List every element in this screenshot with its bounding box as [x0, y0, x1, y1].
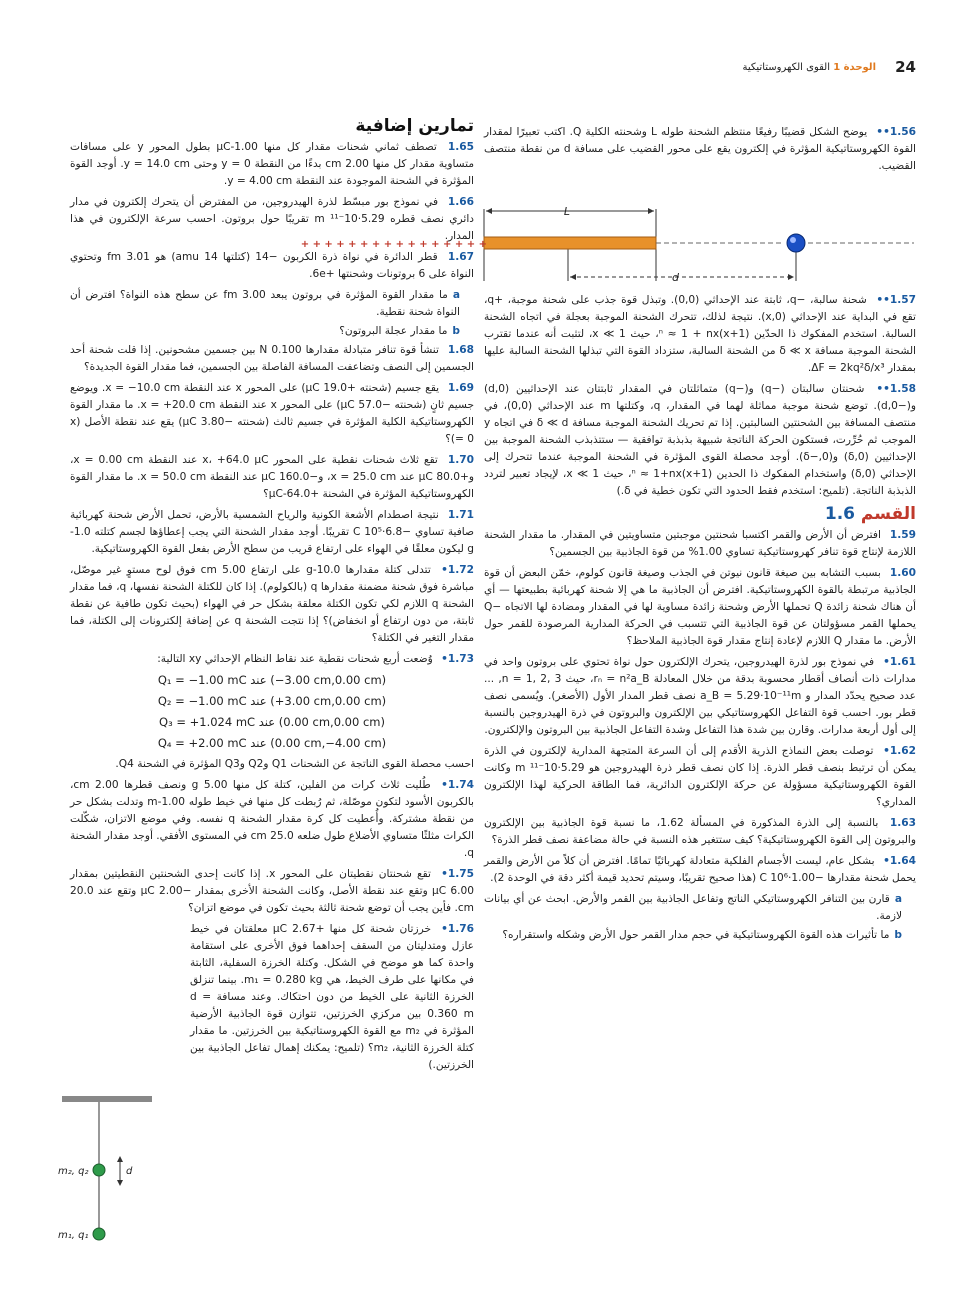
problem-1-63 [484, 815, 916, 849]
problem-1-64-b: bما تأثيرات هذه القوة الكهروستاتيكية في حجم مدار القمر حول الأرض وشكله واستقراره؟ [502, 929, 902, 941]
problem-1-68 [70, 342, 474, 376]
left-column [70, 118, 474, 1078]
problem-number: 1.67 [447, 251, 475, 263]
problem-1-64-a: aقارن بين التنافر الكهروستاتيكي الناتج وتفاعل الجاذبية بين القمر والأرض. ابحث عن أي بيانات لازمة. [484, 893, 902, 922]
problem-number: 1.68 [447, 344, 475, 356]
label-d: d [126, 1166, 133, 1177]
problem-1-60 [484, 565, 916, 650]
problem-text: نتيجة اصطدام الأشعة الكونية والرياح الشمسية بالأرض، تحمل الأرض شحنة كهربائية صافية تساوي −6.8·10⁵ C تقريبًا. أوجد مقدار الشحنة التي يجب إعطاؤها لجسم كتلته 1.0-g ليكون معلقًا في الهواء على ارتفاع قريب من سطح الأرض بفعل القوة الكهروستاتيكية. [70, 509, 475, 555]
bead-m2 [93, 1164, 105, 1176]
problem-number: 1.76• [441, 923, 475, 935]
problem-1-61 [484, 654, 916, 739]
problem-1-67 [70, 249, 474, 283]
problem-text: خرزتان شحنة كل منها +2.67 μC معلقتان في خيط عازل ومتدليتان من السقف إحداهما فوق الأخرى على استقامة واحدة كما هو موضح في الشكل. وكتلة الخرزة السفلية، الثابتة في مكانها على طرف الخيط، هي m₁ = 0.280 kg. بينما تنزلق الخرزة الثانية على الخيط من دون احتكاك. وعند مسافة d = 0.360 m بين مركزي الخرزتين، تتوازن قوة الجاذبية الأرضية المؤثرة في m₂ مع القوة الكهروستاتيكية بين الخرزتين. ما مقدار كتلة الخرزة الثانية، m₂؟ (تلميح: يمكنك إهمال تفاعل الجاذبية بين الخرزتين.) [190, 923, 475, 1071]
problem-1-69 [70, 380, 474, 448]
problem-text: في نموذج بور لذرة الهيدروجين، يتحرك الإلكترون حول نواة تحتوي على بروتون واحد في مدارات ذات أنصاف أقطار محسوبة بدقة من خلال المعادلة rₙ = n²a_B، حيث n = 1, 2, 3, ... عدد صحيح يحدّد المدار و a_B = 5.29·10⁻¹¹m نصف قطر المدار الأول (الأصغر). ويُسمى نصف قطر بور. احسب قوة التفاعل الكهروستاتيكي بين الإلكترون والبروتون في ذرة الهيدروجين بالنسبة إلى أول أربعة مدارات. وقارن بين شدة هذا التفاعل وشدة التفاعل الجاذبية بين البروتون والإلكترون. [484, 656, 916, 736]
problem-text: بسبب التشابه بين صيغة قانون نيوتن في الجذب وصيغة قانون كولوم، خمّن البعض أن قوة الجاذبية مرتبطة بالقوة الكهروستاتيكية. افترض أن الجاذبية ما هي إلا شحنة كهربائية بطبيعتها — أي أن هناك شحنة زائدة Q تحملها الأرض وشحنة زائدة مساوية لها في المقدار ومضادة لها الاتجاه −Q يحملها القمر مسؤولتان عن قوة الجاذبية التي تتسبب في الحركة المدارية المرصودة للقمر حول الأرض. ما مقدار Q اللازم لإعادة إنتاج مقدار قوة الجاذبية الملاحظ؟ [484, 567, 916, 647]
problem-number: 1.59 [889, 529, 916, 541]
unit-name: القوى الكهروستاتيكية [742, 62, 831, 73]
problem-text: افترض أن الأرض والقمر اكتسبا شحنتين موجبتين متساويتين في المقدار. ما مقدار الشحنة اللازمة لإنتاج قوة تنافر كهروستاتيكية تساوي 1.00% من قوة الجاذبية بين الجسمين؟ [484, 529, 916, 558]
label-m2-q2: m₂, q₂ [58, 1166, 89, 1177]
problem-1-74 [70, 777, 474, 862]
problem-1-56 [484, 124, 916, 175]
charge-q3: Q₃ = +1.024 mC عند (0.00 cm,0.00 cm) [159, 715, 385, 729]
problem-1-75 [70, 866, 474, 917]
problem-1-66 [70, 194, 474, 245]
label-L: L [563, 205, 570, 218]
bead-m1 [93, 1228, 105, 1240]
problem-text: بالنسبة إلى الذرة المذكورة في المسألة 1.62، ما نسبة قوة الجاذبية بين الإلكترون والبروتون إلى القوة الكهروستاتيكية؟ كيف ستتغير هذه النسبة في حالة مضاعفة نصف قطر الذرة؟ [484, 817, 916, 846]
problem-number: 1.71 [447, 509, 474, 521]
problem-text: يوضح الشكل قضيبًا رفيعًا منتظم الشحنة طوله L وشحنته الكلية Q. اكتب تعبيرًا لمقدار القوة الكهروستاتيكية المؤثرة في إلكترون يقع على محور القضيب على مسافة d من نقطة منتصف القضيب. [484, 126, 916, 172]
problem-text: شحنة سالبة، −q، ثابتة عند الإحداثي (0,0). وتبذل قوة جذب على شحنة موجبة، +q، تقع في البداية عند الإحداثي (x,0). نتيجة لذلك، تتحرك الشحنة الموجبة بعجلة في اتجاه الشحنة السالبة. استخدم المفكوك ذا الحدّين (1+x)ⁿ ≈ 1 + nx، حيث x ≪ 1، لتثبت أنه عندما تقترب الشحنة الموجبة مسافة δ ≪ x من الشحنة السالبة، ستزداد القوة التي تبذلها الشحنة السالبة عليها بمقدار ΔF = 2kq²δ/x³. [484, 294, 917, 374]
problem-1-59 [484, 527, 916, 561]
problem-text: تقع شحنتان نقطيتان على المحور x. إذا كانت إحدى الشحنتين النقطيتين بمقدار 6.00 μC وتقع عند نقطة الأصل، وكانت الشحنة الأخرى بمقدار −2.00 μC وتقع عند 20.0 cm. فأين يجب أن توضع شحنة ثالثة بحيث تكون في موضع اتزان؟ [70, 868, 474, 914]
problem-text: تتدلى كتلة مقدارها 10.0-g على ارتفاع 5.00 cm فوق لوح مستوٍ غير موصّل، مباشرة فوق شحنة مضمنة مقدارها q (بالكولوم). إذا كان للكتلة الشحنة نفسها، q، فما مقدار الشحنة q اللازم لكي تكون الكتلة معلقة بشكل حر في الهواء (بحيث تكون طافية عن نقطة ثابتة، من دون ارتفاع أو انخفاض)؟ إذا نتجت الشحنة q عن إضافة إلكترونات إلى الكتلة، فما مقدار التغير في الكتلة؟ [70, 564, 475, 644]
section-title: القسم 1.6 [824, 504, 916, 524]
extra-exercises-title: تمارين إضافية [355, 116, 474, 136]
problem-text: في نموذج بور مبسّط لذرة الهيدروجين، من المفترض أن يتحرك إلكترون في مدار دائري نصف قطره 5.29·10⁻¹¹ m تقريبًا حول بروتون. احسب سرعة الإلكترون في هذا المدار. [70, 196, 475, 242]
problem-number: 1.69 [447, 382, 475, 394]
problem-text: يقع جسيم (شحنته +19.0 μC) على المحور x عند النقطة x = −10.0 cm. ويوضع جسيم ثانٍ (شحنته −57.0 μC) على المحور x عند النقطة x = +20.0 cm. ما مقدار القوة الكهروستاتيكية الكلية المؤثرة في جسيم ثالث (شحنته −3.80 μC) يقع عند نقطة الأصل (x = 0)؟ [70, 382, 475, 445]
problem-number: 1.73• [441, 653, 474, 665]
charge-q2: Q₂ = −1.00 mC عند (+3.00 cm,0.00 cm) [157, 694, 387, 708]
problem-1-67-a: aما مقدار القوة المؤثرة في بروتون يبعد 3.00 fm عن سطح هذه النواة؟ افترض أن النواة شحنة نقطية. [70, 289, 460, 318]
problem-1-58 [484, 381, 916, 500]
svg-text:+ + + + + + + + + + + + + + +: + + + + + + + + + + + + + + + + [300, 239, 487, 250]
problem-number: 1.65 [447, 141, 475, 153]
charge-q4: Q₄ = +2.00 mC عند (0.00 cm,−4.00 cm) [157, 736, 387, 750]
problem-text: طُليت ثلاث كرات من الفلين، كتلة كل منها 5.00 g ونصف قطرها 2.00 cm، بالكربون الأسود لتكون موصّلة، ثم رُبطت كل منها في خيط طوله 1.00-m وتدلت بشكل حر من نقطة مشتركة. وأُعطيت كل كرة مقدار الشحنة q نفسه. وفي موضع الاتزان، شكّلت الكرات مثلثًا متساوي الأضلاع طول ضلعه 25.0 cm في المستوى الأفقي. أوجد مقدار الشحنة q. [70, 779, 475, 859]
problem-1-64 [484, 853, 916, 887]
problem-1-71 [70, 507, 474, 558]
problem-number: 1.60 [889, 567, 916, 579]
problem-number: 1.72• [441, 564, 474, 576]
problem-text: شحنتان سالبتان (−q) و(−q) متماثلتان في المقدار ثابتتان عند الإحداثيين (d,0) و(−d,0). توضع شحنة موجبة مماثلة لهما في المقدار، q، وكتلتها m عند الإحداثي (0,0)، في منتصف المسافة بين الشحنتين السالبتين. إذا تم تحريك الشحنة الموجبة مسافة δ ≪ d في اتجاه y الموجب ثم حُرِّرت، فستكون الحركة الناتجة شبيهة بذبذبة توافقية — ستتذبذب الشحنة الموجبة بين الإحداثيين (0,δ) و(0,−δ). أوجد محصلة القوى المؤثرة في الشحنة الموجبة عندما تتحرك إلى الإحداثي (0,δ) واستخدام المفكوك ذا الحدين (1+x)ⁿ ≈ 1+nx، حيث x ≪ 1، لإيجاد تعبير لتردد الذبذبة الناتجة. (تلميح: استخدم فقط الحدود التي تكون خطية في δ.) [484, 383, 916, 497]
unit-title [743, 62, 877, 73]
problem-number: 1.75• [441, 868, 474, 880]
page-header [0, 58, 974, 80]
unit-label: الوحدة 1 [833, 62, 876, 73]
problem-number: 1.64• [883, 855, 916, 867]
problem-text: قطر الدائرة في نواة ذرة الكربون −14 (كتلتها 14 amu) هو 3.01 fm وتحتوي النواة على 6 بروتونات وشحنتها +6e. [70, 251, 474, 280]
problem-1-72 [70, 562, 474, 647]
problem-1-65 [70, 139, 474, 190]
beads-figure [52, 1094, 172, 1244]
problem-text: تصطف ثماني شحنات مقدار كل منها 1.00-μC بطول المحور y على مسافات متساوية مقدار كل منها 2.00 cm بدءًا من النقطة y = 0 وحتى y = 14.0 cm. أوجد القوة المؤثرة في الشحنة الموجودة عند النقطة y = 4.00 cm. [70, 141, 475, 187]
problem-1-67-b: bما مقدار عجلة البروتون؟ [339, 325, 460, 337]
label-d: d [672, 271, 679, 284]
label-m1-q1: m₁, q₁ [58, 1230, 89, 1241]
problem-1-76 [190, 921, 474, 1074]
problem-1-73 [70, 651, 474, 668]
problem-text: تقع ثلاث شحنات نقطية على المحور x، +64.0 μC عند النقطة x = 0.00 cm، و+80.0 μC عند x = 25.0 cm، و−160.0 μC عند النقطة x = 50.0 cm. ما مقدار القوة الكهروستاتيكية المؤثرة في الشحنة +64.0-μC؟ [70, 454, 474, 500]
page-number: 24 [895, 58, 916, 76]
problem-number: 1.57•• [876, 294, 917, 306]
problem-number: 1.70 [447, 454, 474, 466]
problem-text: وُضعت أربع شحنات نقطية عند نقاط النظام الإحداثي xy التالية: [157, 653, 433, 665]
problem-number: 1.61• [883, 656, 917, 668]
problem-text: تنشأ قوة تنافر متبادلة مقدارها 0.100 N بين جسمين مشحونين. إذا قلت شحنة أحد الجسمين إلى النصف وتضاعفت المسافة الفاصلة بين الجسمين، فما مقدار القوة الجديدة؟ [70, 344, 474, 373]
problem-number: 1.58•• [876, 383, 916, 395]
problem-number: 1.74• [441, 779, 475, 791]
problem-1-70 [70, 452, 474, 503]
problem-text: بشكل عام، ليست الأجسام الفلكية متعادلة كهربائيًا تمامًا. افترض أن كلاً من الأرض والقمر يحمل شحنة مقدارها −1.00·10⁶ C (هذا صحيح تقريبًا، وسيتم تحديد قيمة أكثر دقة في الوحدة 2). [484, 855, 916, 884]
ceiling [62, 1096, 152, 1102]
charge-q1: Q₁ = −1.00 mC عند (−3.00 cm,0.00 cm) [157, 673, 387, 687]
problem-number: 1.62• [883, 745, 917, 757]
problem-text: توصلت بعض النماذج الذرية الأقدم إلى أن السرعة المتجهة المدارية لإلكترون في الذرة يمكن أن ترتبط بنصف قطر الذرة. إذا كان نصف قطر ذرة الهيدروجين هو 5.29·10⁻¹¹ m وكانت القوة الكهروستاتيكية مسؤولة عن حركة الإلكترون الدائرية، فما الطاقة الحركية لهذا الإلكترون المداري؟ [484, 745, 916, 808]
problem-number: 1.63 [889, 817, 916, 829]
problem-1-73-question: احسب محصلة القوى الناتجة عن الشحنات Q1 وQ2 وQ3 المؤثرة في الشحنة Q4. [115, 758, 474, 770]
problem-1-57 [484, 292, 916, 377]
charged-rod [484, 237, 656, 249]
problem-number: 1.56•• [876, 126, 916, 138]
problem-1-62 [484, 743, 916, 811]
problem-number: 1.66 [447, 196, 474, 208]
electron-sphere [787, 234, 805, 252]
